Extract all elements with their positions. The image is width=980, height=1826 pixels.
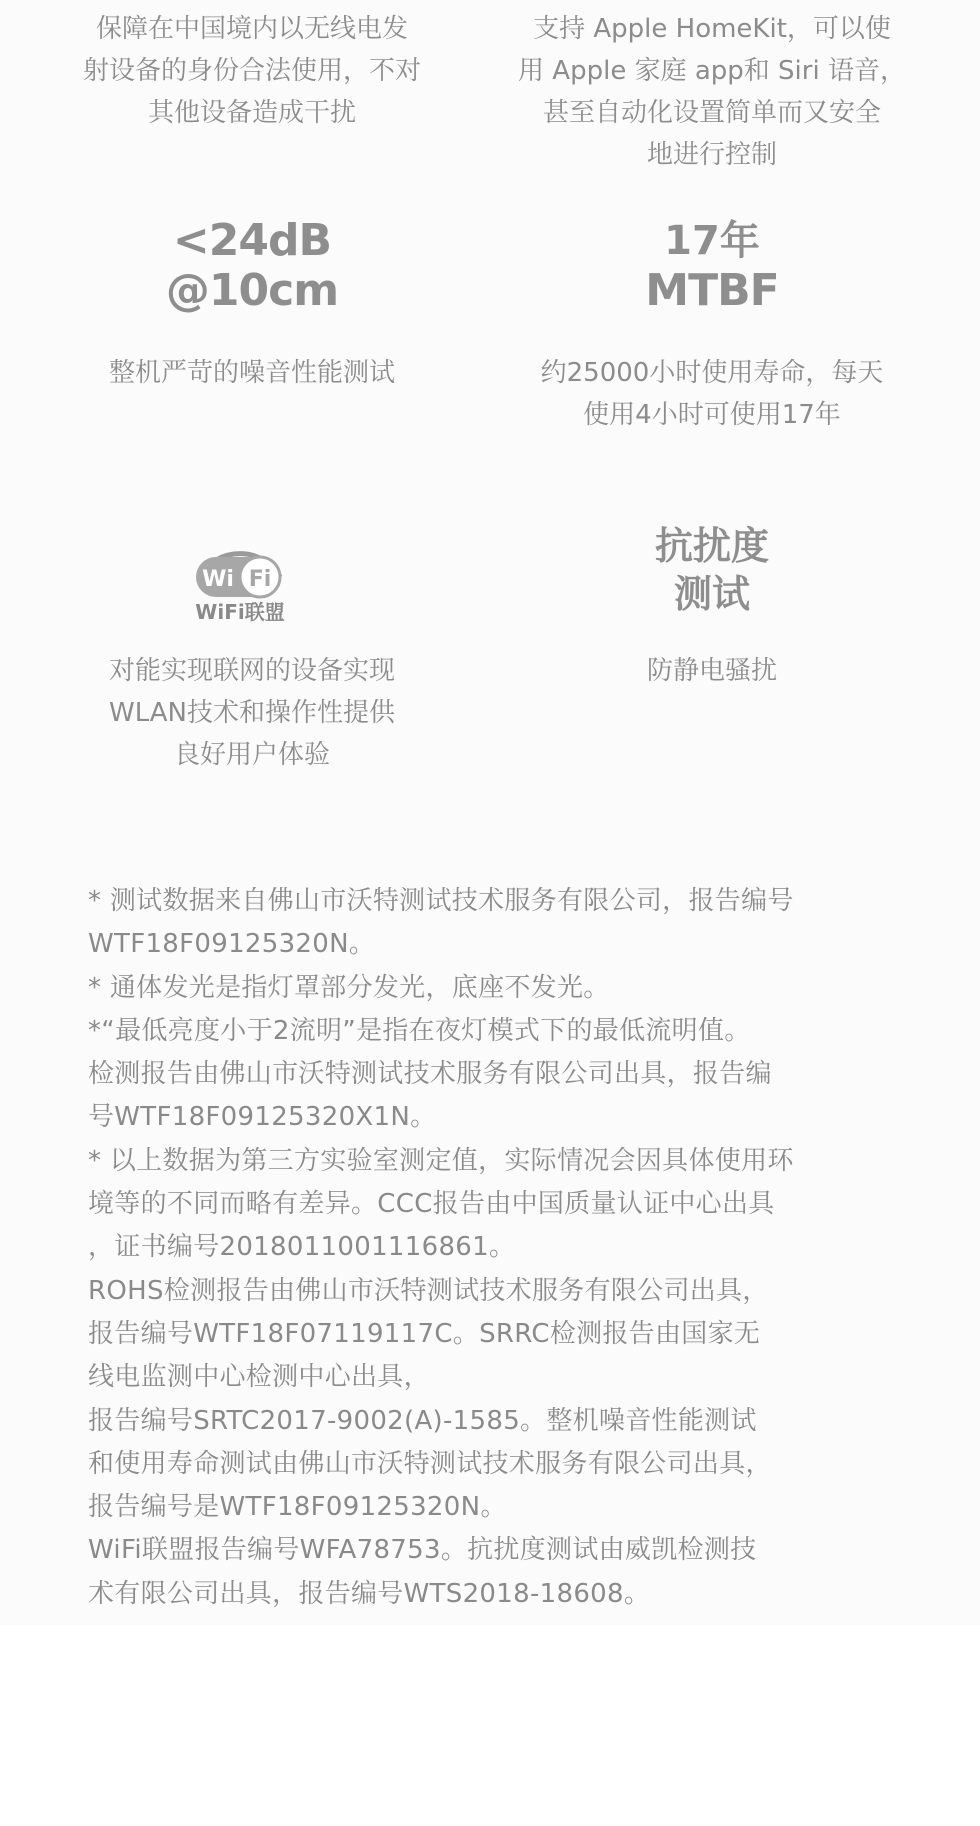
radio-desc-line-2: 射设备的身份合法使用，不对 [82, 56, 421, 86]
wifi-alliance-caption: WiFi联盟 [195, 600, 285, 624]
wifi-desc-line-3: 良好用户体验 [173, 740, 330, 770]
homekit-desc-line-4: 地进行控制 [646, 140, 777, 170]
note-line: 号WTF18F09125320X1N。 [88, 1102, 437, 1133]
noise-desc-line-1: 整机严苛的噪音性能测试 [108, 358, 395, 388]
esd-desc-line-1: 防静电骚扰 [646, 656, 777, 686]
wifi-logo-wi-text: Wi [202, 567, 234, 592]
note-line: * 通体发光是指灯罩部分发光，底座不发光。 [88, 972, 610, 1003]
note-line: 报告编号是WTF18F09125320N。 [88, 1492, 507, 1523]
note-line: * 以上数据为第三方实验室测定值，实际情况会因具体使用环 [88, 1145, 794, 1176]
esd-value-line-1: 抗扰度 [654, 524, 769, 568]
note-line: 线电监测中心检测中心出具， [88, 1362, 430, 1393]
note-line: 和使用寿命测试由佛山市沃特测试技术服务有限公司出具， [88, 1448, 772, 1479]
mtbf-feature [492, 216, 932, 316]
wifi-feature-desc [32, 650, 472, 776]
homekit-desc-line-1: 支持 Apple HomeKit，可以使 [533, 14, 891, 44]
esd-desc-block [492, 650, 932, 692]
radio-desc-line-3: 其他设备造成干扰 [147, 98, 356, 128]
homekit-desc-line-2: 用 Apple 家庭 app和 Siri 语音， [518, 56, 906, 86]
note-line: *“最低亮度小于2流明”是指在夜灯模式下的最低流明值。 [88, 1015, 751, 1046]
note-line: WTF18F09125320N。 [88, 929, 376, 960]
homekit-desc-line-3: 甚至自动化设置简单而又安全 [542, 98, 881, 128]
noise-value-line-1: <24dB [172, 215, 332, 266]
esd-feature [492, 522, 932, 618]
note-line: WiFi联盟报告编号WFA78753。抗扰度测试由威凯检测技 [88, 1535, 757, 1566]
wifi-logo-fi-text: Fi [248, 567, 272, 592]
noise-value-line-2: @10cm [165, 265, 339, 316]
note-line: * 测试数据来自佛山市沃特测试技术服务有限公司，报告编号 [88, 886, 794, 916]
radio-desc-line-1: 保障在中国境内以无线电发 [95, 14, 408, 44]
mtbf-desc-block [492, 352, 932, 436]
note-line: 检测报告由佛山市沃特测试技术服务有限公司出具，报告编 [88, 1059, 772, 1090]
note-line: ，证书编号2018011001116861。 [88, 1232, 516, 1263]
note-line: 报告编号WTF18F07119117C。SRRC检测报告由国家无 [88, 1318, 761, 1349]
footnotes [88, 880, 928, 1616]
mtbf-desc-line-1: 约25000小时使用寿命，每天 [540, 358, 884, 388]
note-line: 术有限公司出具，报告编号WTS2018-18608。 [88, 1578, 651, 1609]
radio-certification-feature [32, 8, 472, 134]
wifi-desc-line-1: 对能实现联网的设备实现 [108, 656, 395, 686]
note-line: ROHS检测报告由佛山市沃特测试技术服务有限公司出具， [88, 1275, 769, 1306]
homekit-feature [492, 8, 932, 176]
esd-value-line-2: 测试 [673, 572, 750, 616]
noise-desc-block [32, 352, 472, 394]
wifi-desc-line-2: WLAN技术和操作性提供 [108, 698, 396, 728]
mtbf-desc-line-2: 使用4小时可使用17年 [583, 400, 841, 430]
mtbf-value-line-2: MTBF [645, 265, 779, 316]
note-line: 境等的不同而略有差异。CCC报告由中国质量认证中心出具 [88, 1189, 775, 1220]
noise-feature [32, 216, 472, 316]
note-line: 报告编号SRTC2017-9002(A)-1585。整机噪音性能测试 [88, 1405, 757, 1436]
mtbf-value-line-1: 17年 [664, 218, 760, 264]
